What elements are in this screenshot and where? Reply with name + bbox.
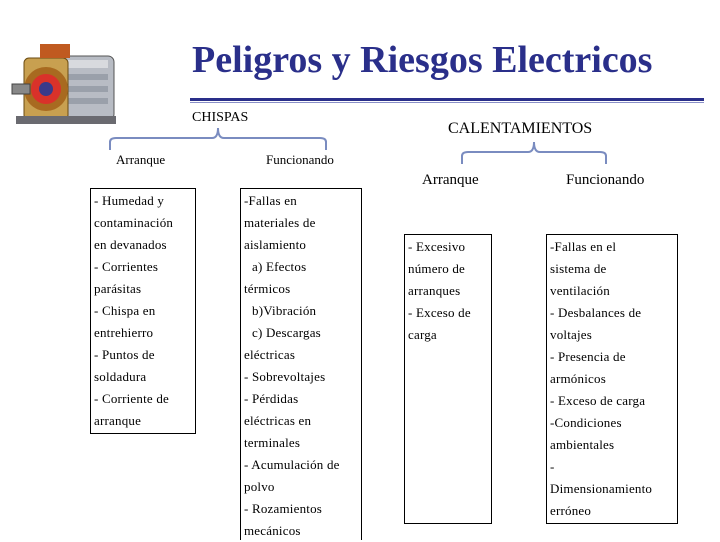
list-item: - Presencia de bbox=[550, 349, 626, 364]
list-item: polvo bbox=[244, 479, 275, 494]
list-item: - Acumulación de bbox=[244, 457, 340, 472]
list-item: arranques bbox=[408, 283, 461, 298]
list-item: en devanados bbox=[94, 237, 167, 252]
list-item: erróneo bbox=[550, 503, 592, 518]
list-item: soldadura bbox=[94, 369, 147, 384]
list-item: -Fallas en bbox=[244, 193, 297, 208]
list-item: - Exceso de bbox=[408, 305, 471, 320]
page-title: Peligros y Riesgos Electricos bbox=[192, 39, 653, 81]
list-item: parásitas bbox=[94, 281, 142, 296]
chispas-arranque-label: Arranque bbox=[116, 152, 166, 167]
title-underline bbox=[190, 98, 704, 101]
list-item: - Humedad y bbox=[94, 193, 165, 208]
list-item: - bbox=[550, 459, 555, 474]
list-item: a) Efectos bbox=[252, 259, 307, 274]
list-item: contaminación bbox=[94, 215, 174, 230]
calentamientos-funcionando-box bbox=[546, 234, 678, 524]
list-item: - Sobrevoltajes bbox=[244, 369, 326, 384]
calentamientos-arranque-box bbox=[404, 234, 492, 524]
list-item: -Fallas en el bbox=[550, 239, 617, 254]
list-item: número de bbox=[408, 261, 466, 276]
list-item: c) Descargas bbox=[252, 325, 321, 340]
list-item: - Corriente de bbox=[94, 391, 169, 406]
list-item: - Pérdidas bbox=[244, 391, 299, 406]
list-item: terminales bbox=[244, 435, 301, 450]
list-item: sistema de bbox=[550, 261, 607, 276]
list-item: aislamiento bbox=[244, 237, 307, 252]
chispas-funcionando-label: Funcionando bbox=[266, 152, 334, 167]
list-item: térmicos bbox=[244, 281, 291, 296]
list-item: - Puntos de bbox=[94, 347, 155, 362]
list-item: - Chispa en bbox=[94, 303, 156, 318]
list-item: - Excesivo bbox=[408, 239, 466, 254]
title-underline-light bbox=[190, 102, 704, 103]
list-item: eléctricas bbox=[244, 347, 296, 362]
list-item: Dimensionamiento bbox=[550, 481, 653, 496]
list-item: materiales de bbox=[244, 215, 316, 230]
chispas-funcionando-box bbox=[240, 188, 362, 540]
list-item: -Condiciones bbox=[550, 415, 622, 430]
list-item: mecánicos bbox=[244, 523, 301, 538]
calentamientos-label: CALENTAMIENTOS bbox=[448, 120, 593, 137]
calentamientos-funcionando-label: Funcionando bbox=[566, 172, 645, 188]
list-item: ambientales bbox=[550, 437, 615, 452]
list-item: arranque bbox=[94, 413, 142, 428]
chispas-brace bbox=[108, 124, 328, 154]
list-item: ventilación bbox=[550, 283, 610, 298]
list-item: b)Vibración bbox=[252, 303, 317, 318]
chispas-arranque-box bbox=[90, 188, 196, 434]
list-item: - Rozamientos bbox=[244, 501, 323, 516]
list-item: carga bbox=[408, 327, 437, 342]
calentamientos-arranque-label: Arranque bbox=[422, 172, 479, 188]
list-item: - Desbalances de bbox=[550, 305, 642, 320]
motor-logo-icon bbox=[6, 38, 126, 134]
list-item: armónicos bbox=[550, 371, 606, 386]
list-item: - Corrientes bbox=[94, 259, 159, 274]
list-item: - Exceso de carga bbox=[550, 393, 646, 408]
chispas-label: CHISPAS bbox=[192, 110, 249, 125]
list-item: entrehierro bbox=[94, 325, 154, 340]
calentamientos-brace bbox=[460, 138, 608, 168]
list-item: voltajes bbox=[550, 327, 593, 342]
list-item: eléctricas en bbox=[244, 413, 312, 428]
